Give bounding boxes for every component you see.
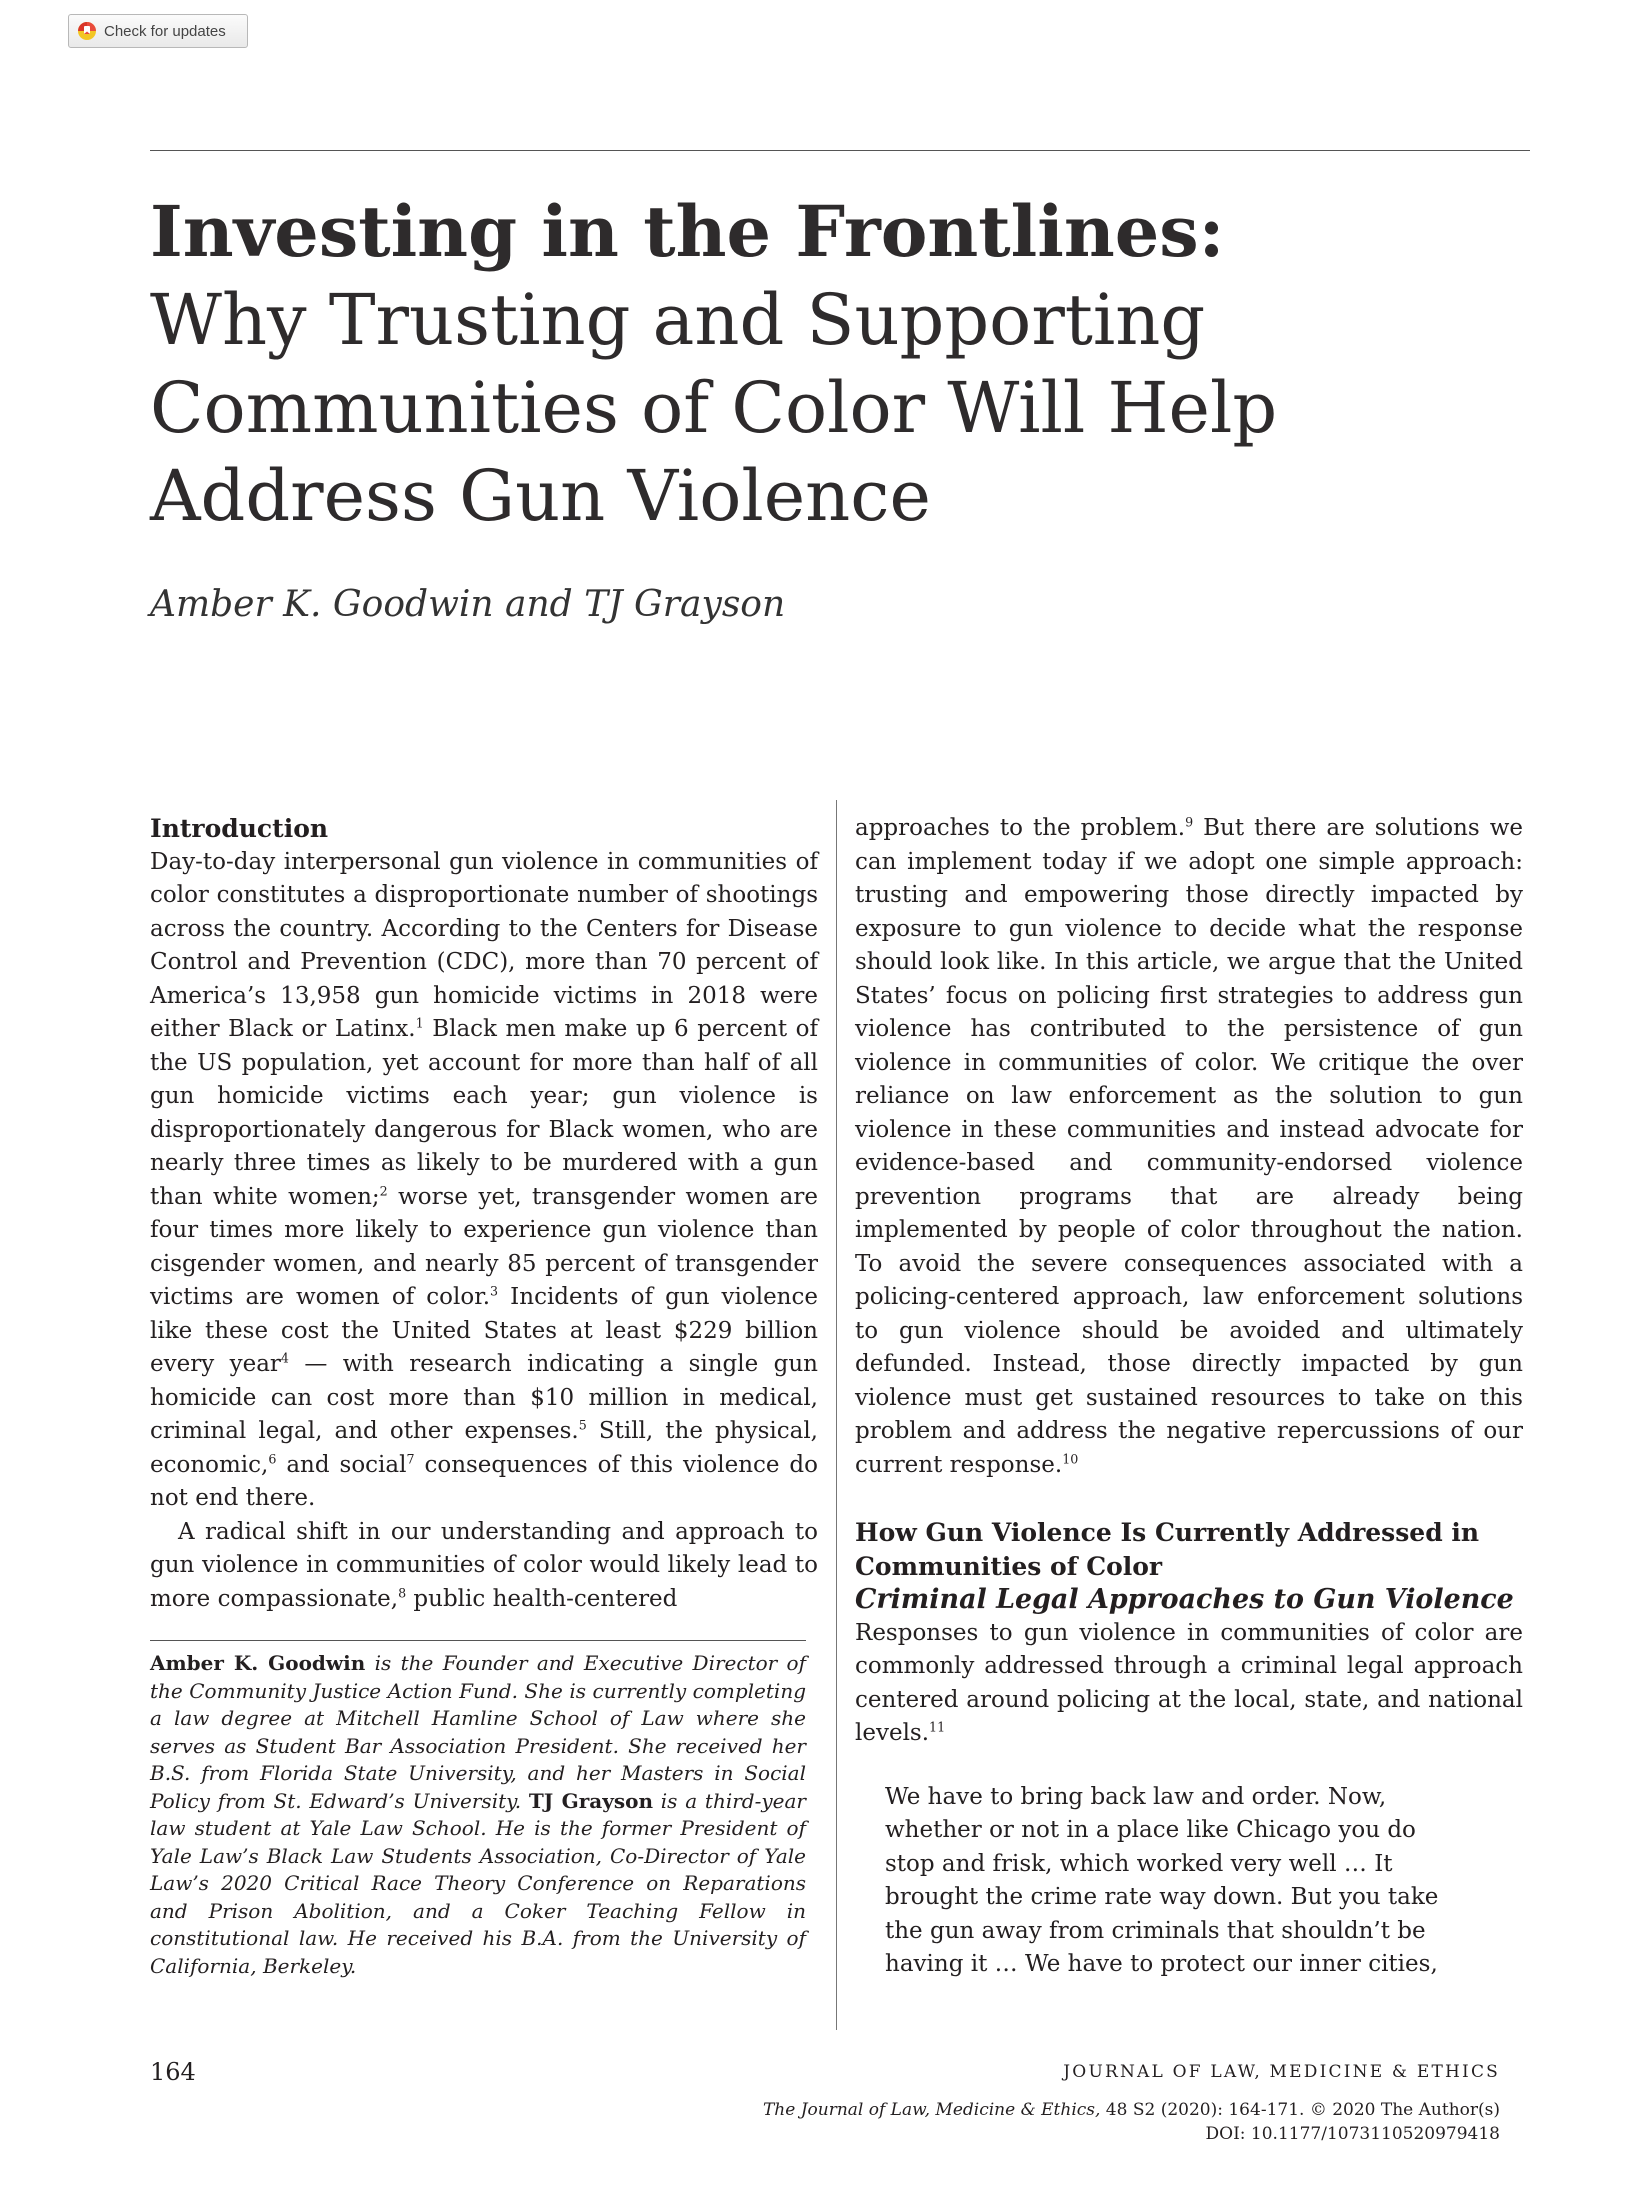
right-column bbox=[855, 812, 1523, 1982]
check-for-updates-button[interactable] bbox=[68, 14, 248, 48]
bio-name-grayson: TJ Grayson bbox=[528, 1788, 653, 1813]
footnote-ref[interactable]: 7 bbox=[406, 1450, 415, 1466]
left-column bbox=[150, 812, 818, 1616]
crossmark-icon bbox=[77, 21, 97, 41]
section-heading-introduction: Introduction bbox=[150, 814, 329, 843]
bio-rule bbox=[150, 1640, 806, 1641]
footnote-ref[interactable]: 5 bbox=[578, 1417, 587, 1433]
right-paragraph-2: Responses to gun violence in communities of color are commonly addressed through a criminal legal approach centered around policing at the local, state, and national levels.$^{11}$ bbox=[855, 1619, 1523, 1746]
article-title bbox=[150, 188, 1530, 540]
article-authors: Amber K. Goodwin and TJ Grayson bbox=[150, 584, 786, 625]
footnote-ref[interactable]: 8 bbox=[398, 1584, 407, 1600]
section-heading-current-approach: How Gun Violence Is Currently Addressed in Communities of Color bbox=[855, 1518, 1480, 1581]
citation-line: The Journal of Law, Medicine & Ethics, 48 S2 (2020): 164-171. © 2020 The Author(s) bbox=[762, 2100, 1500, 2120]
footnote-ref[interactable]: 11 bbox=[929, 1719, 946, 1735]
title-line-main: Investing in the Frontlines: bbox=[150, 190, 1225, 273]
running-footer-journal: JOURNAL OF LAW, MEDICINE & ETHICS bbox=[1063, 2062, 1500, 2082]
footnote-ref[interactable]: 10 bbox=[1062, 1450, 1079, 1466]
citation-block bbox=[763, 2098, 1500, 2146]
doi-link[interactable]: DOI: 10.1177/1073110520979418 bbox=[1205, 2124, 1500, 2144]
header-rule bbox=[150, 150, 1530, 151]
page-number: 164 bbox=[150, 2058, 196, 2086]
footnote-ref[interactable]: 4 bbox=[280, 1350, 289, 1366]
intro-paragraph-2: A radical shift in our understanding and approach to gun violence in communities of color would likely lead to more compassionate,$^8$ public health-centered bbox=[150, 1518, 818, 1612]
check-for-updates-label: Check for updates bbox=[104, 22, 226, 40]
author-bio: Amber K. Goodwin is the Founder and Executive Director of the Community Justice Action Fund. She is currently completing a law degree at Mitchell Hamline School of Law where she serves as Student Bar Association President. She received her B.S. from Florida State University, and her Masters in Social Policy from St. Edward’s University. TJ Grayson is a third-year law student at Yale Law School. He is the former President of Yale Law’s Black Law Students Association, Co-Director of Yale Law’s 2020 Critical Race Theory Conference on Reparations and Prison Abolition, and a Coker Teaching Fellow in constitutional law. He received his B.A. from the University of California, Berkeley. bbox=[150, 1651, 806, 1978]
footnote-ref[interactable]: 3 bbox=[490, 1283, 499, 1299]
footnote-ref[interactable]: 2 bbox=[379, 1182, 388, 1198]
right-paragraph-1: approaches to the problem.$^9$ But there are solutions we can implement today if we adopt one simple approach: trusting and empowering those directly impacted by exposure to gun violence to decide what the response should look like. In this article, we argue that the United States’ focus on policing first strategies to address gun violence has contributed to the persistence of gun violence in communities of color. We critique the over reliance on law enforcement as the solution to gun violence in these communities and instead advocate for evidence-based and community-endorsed violence prevention programs that are already being implemented by people of color throughout the nation. To avoid the severe consequences associated with a policing-centered approach, law enforcement solutions to gun violence should be avoided and ultimately defunded. Instead, those directly impacted by gun violence must get sustained resources to take on this problem and address the negative repercussions of our current response.$^{10}$ bbox=[855, 814, 1523, 1478]
title-line-sub: Why Trusting and Supporting Communities of Color Will Help Address Gun Violence bbox=[150, 279, 1278, 537]
footnote-ref[interactable]: 9 bbox=[1185, 814, 1194, 830]
column-divider bbox=[836, 800, 837, 2030]
bio-name-goodwin: Amber K. Goodwin bbox=[150, 1651, 366, 1675]
footnote-ref[interactable]: 1 bbox=[415, 1015, 424, 1031]
block-quote: We have to bring back law and order. Now, whether or not in a place like Chicago you do stop and frisk, which worked very well … It brought the crime rate way down. But you take the gun away from criminals that shouldn’t be having it … We have to protect our inner cities, bbox=[885, 1783, 1439, 1977]
subsection-heading-criminal-legal: Criminal Legal Approaches to Gun Violence bbox=[855, 1584, 1514, 1615]
intro-paragraph-1: Day-to-day interpersonal gun violence in communities of color constitutes a disproportionate number of shootings across the country. According to the Centers for Disease Control and Prevention (CDC), more than 70 percent of America’s 13,958 gun homicide victims in 2018 were either Black or Latinx.$^1$ Black men make up 6 percent of the US population, yet account for more than half of all gun homicide victims each year; gun violence is disproportionately dangerous for Black women, who are nearly three times as likely to be murdered with a gun than white women;$^2$ worse yet, transgender women are four times more likely to experience gun violence than cisgender women, and nearly 85 percent of transgender victims are women of color.$^3$ Incidents of gun violence like these cost the United States at least $229 billion every year$^4$ — with research indicating a single gun homicide can cost more than $10 million in medical, criminal legal, and other expenses.$^5$ Still, the physical, economic,$^6$ and social$^7$ consequences of this violence do not end there. bbox=[150, 848, 819, 1511]
footnote-ref[interactable]: 6 bbox=[268, 1450, 277, 1466]
